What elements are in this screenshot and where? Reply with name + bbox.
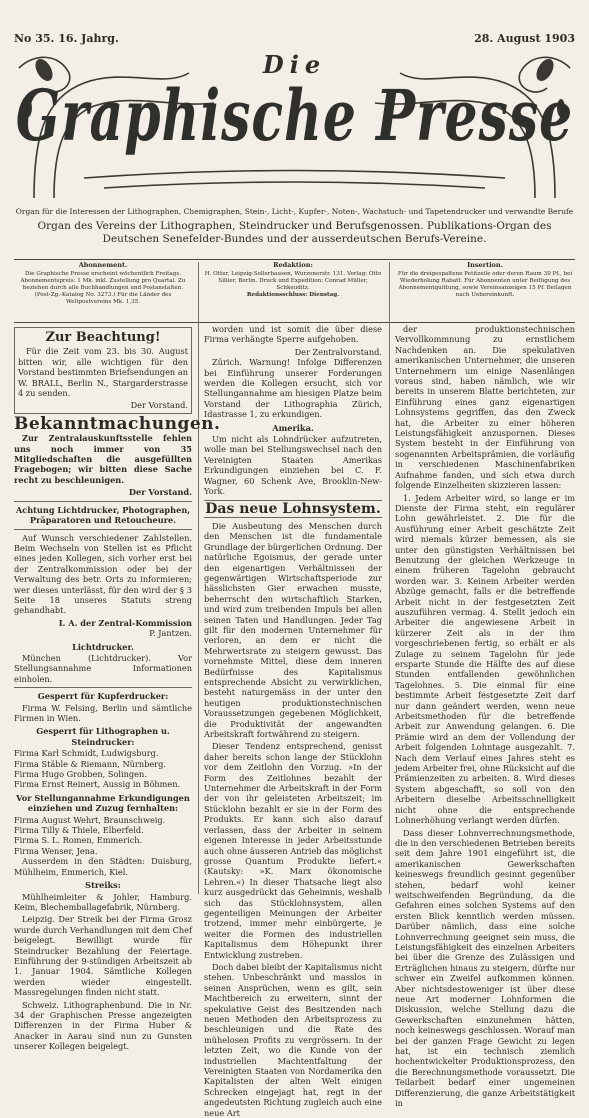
beachtung-sign: Der Vorstand. [130,400,188,411]
col3-paragraph: 1. Jedem Arbeiter wird, so lange er im Dienste der Firma steht, ein regulärer Lohn gewährleistet. 2. Die für die Ausführung einer Arbeit geschätzte Zeit wird niemals kürzer bemessen, als sie unter den günstigsten Verhältnissen bei Benutzung der gleichen Werkzeuge in einem früheren Tagelohn gebraucht worden war. 3. Keinem Arbeiter werden Abzüge gemacht, falls er die betreffende Arbeit nicht in der festgesetzten Zeit auszuführen vermag. 4. Stellt jedoch ein Arbeiter die angewiesene Arbeit in kürzerer Zeit als in der ihm vorgeschriebenen fertig, so erhält er als Zulage zu seinem Tagelohn für jede ersparte Stunde die Hälfte des auf diese Stunden entfallenden gewöhnlichen Tagelohnes. 5. Die einmal für eine bestimmte Arbeit festgesetzte Zeit darf nur dann geändert werden, wenn neue Arbeitsmethoden für die betreffende Arbeit zur Anwendung gelangen. 6. Die Prämie wird an dem der Vollendung der Arbeit folgenden Lohntage ausgezahlt. 7. Nach dem Verlauf eines Jahres steht es jedem Arbeiter frei, ohne Rücksicht auf die Prämienzeiten zu arbeiten. 8. Wird dieses System abgeschafft, so soll von den Arbeitern dieselbe Arbeitsschnelligkeit nicht ohne die entsprechende Lohnerhöhung verlangt werden dürfen. [395,492,575,826]
separator [204,517,382,518]
wechsel-name: P. Jantzen. [149,628,192,639]
separator [14,687,192,688]
abonnement-text: Die Graphische Presse erscheint wöchentlich Freitags. Abonnementspreis: 1 Mk. inkl. Zustellung pro Quartal. Zu beziehen durch alle Buchhandlungen und Postanstalten. (Post-Zg.-Katalog No. 3273.) Für die Länder des Weltpostvereins Mk. 1,35. [20,271,186,305]
col3-paragraph: Dass dieser Lohnverrechnungsmethode, die in den verschiedenen Betrieben bereits seit dem Jahre 1901 eingeführt ist, die amerikanischen Gewerkschaften keineswegs freundlich gesinnt gegenüber stehen, bedarf wohl keiner weitschweifenden Begründung, da die Gefahren eines solchen Systems auf den ersten Blick kenntlich werden müssen. Darüber nämlich, dass eine solche Lohnverrechnung geeignet sein muss, die Leistungsfähigkeit des einzelnen Arbeiters bei über die Grenze des Zulässigen und Erträglichen hinaus zu steigern, dürfte nur schwer ein Zweifel aufkommen können. Aber nichtsdestoweniger ist über diese neue Art moderner Lohnformen die Diskussion, welche Stellung dazu die Gewerkschaften einzunehmen hätten, noch keineswegs geschlossen. Worauf man bei der ganzen Frage Gewicht zu legen hat, ist ein technisch ziemlich hochentwickelter Produktionsprozess, den die Berechnungsmethode voraussetzt. Die Teilarbeit bedarf einer ungemeinen Differenzierung, die ganze Arbeitstätigkeit in [395,827,575,1109]
column-1 [14,324,221,1052]
issue-bar [14,32,575,46]
redaktion-text: H. Otter, Leipzig-Sellerhausen, Wurzenerstr. 131. Verlag: Otto Sillier, Berlin. Druck und Expedition: Conrad Müller, Schkeuditz. [204,271,382,291]
lohn-head: Das neue Lohnsystem. [205,500,381,517]
kupfer-text: Firma W. Felsing, Berlin und sämtliche Firmen in Wien. [14,702,192,723]
litho-firm: Firma Karl Schmidt, Ludwigsburg. [14,748,159,759]
wechsel-text: Auf Wunsch verschiedener Zahlstellen. Beim Wechseln von Stellen ist es Pflicht eines jeden Kollegen, sich vorher erst bei der Zentralkommission oder bei der Verwaltung des betr. Orts zu informieren; wer dieses unterlässt, für den wird der § 3 Seite 18 unseres Statuts streng gehandhabt. [14,532,192,616]
bekannt-text: Zur Zentralauskunftsstelle fehlen uns noch immer von 35 Mitgliedschaften die ausgefüllten Fragebogen; wir bitten diese Sache recht zu beschleunigen. [14,433,192,485]
wechsel-sign: I. A. der Zentral-Kommission [58,617,192,628]
issue-number: No 35. 16. Jahrg. [14,32,119,45]
col2-top-sign: Der Zentralvorstand. [294,346,382,357]
separator [14,529,192,530]
lichtdrucker-head: Lichtdrucker. [72,641,134,652]
vor-firm: Firma August Wehrt, Braunschweig. [14,814,166,825]
issue-date: 28. August 1903 [474,32,575,45]
vor-extra: Ausserdem in den Städten: Duisburg, Mühlheim, Emmerich, Kiel. [14,856,192,877]
lohn-paragraph: Doch dabei bleibt der Kapitalismus nicht stehen. Unbeschränkt und masslos in seinen Ansprüchen, wenn es gilt, sein Machtbereich zu erweitern, sinnt der spekulative Geist des Besitzenden nach neuen Methoden den Arbeitsprozess zu beschleunigen und die Rate des mühelosen Profits zu vergrössern. In der letzten Zeit, wo die Kunde von der industriellen Machtentfaltung der Vereinigten Staaten von Nordamerika den Kapitalisten der alten Welt einigen Schrecken eingejagt hat, regt in der angedeutsten Richtung zugleich auch eine neue Art [204,961,382,1118]
info-boxes [14,262,575,322]
litho-firm: Firma Stäble & Riemann, Nürnberg. [14,758,166,769]
beachtung-notice [14,327,192,414]
beachtung-text: Für die Zeit vom 23. bis 30. August bitten wir, alle wichtigen für den Vorstand bestimmten Briefsendungen an W. BRALL, Berlin N., Stargarderstrasse 4 zu senden. [18,346,188,399]
litho-firm: Firma Ernst Reinert, Aussig in Böhmen. [14,779,181,790]
litho-firm: Firma Hugo Grobben, Solingen. [14,769,147,780]
lohn-paragraph: Die Ausbeutung des Menschen durch den Menschen ist die fundamentale Grundlage der bürgerlichen Ordnung. Der natürliche Egoismus, der gerade unter den eigenartigen Verhältnissen der gegenwärtigen Wirtschaftsperiode zur hässlichsten Gier erwachen musste, beherrscht den wirtschaftlich Starken, und wird zum treibenden Impuls bei allen seinen Taten und Handlungen. Jeder Tag gilt für den modernen Unternehmer für verloren, an dem er nicht die Mehrwertsrate zu steigern gewusst. Das vornehmste Mittel, diese dem inneren Bedürfnisse des Kapitalismus entsprechende Absicht zu verwirklichen, besteht naturgemäss in der unter den heutigen produktionstechnischen Voraussetzungen gegebenen Möglichkeit, die Produktivität der angewandten Arbeitskraft fortwährend zu steigern. [204,520,382,740]
zurich-text: Zürich. Warnung! Infolge Differenzen bei Einführung unserer Forderungen werden die Kollegen ersucht, sich vor Stellungannahme am hiesigen Platze beim Vorstand der Lithographia Zürich, Idastrasse 1, zu erkundigen. [204,357,382,420]
amerika-head: Amerika. [272,422,314,433]
col2-top: worden und ist somit die über diese Firma verhängte Sperre aufgehoben. [204,324,382,345]
redaktion-head: Redaktion: [273,261,313,269]
masthead [14,48,575,200]
column-divider-1 [198,262,199,894]
column-divider-2 [389,262,390,894]
streiks-head: Streiks: [85,880,121,891]
streiks-text: Mühlheimleiter & Johler, Hamburg. Keim, Blechemballagefabrik, Nürnberg. [14,891,192,912]
abonnement-head: Abonnement. [78,261,128,269]
redaktion-schluss: Redaktionsschluss: Dienstag. [246,292,340,298]
beachtung-head: Zur Beachtung! [45,330,161,345]
columns-rule [14,322,575,323]
vor-firm: Firma Wenser, Jena. [14,845,98,856]
leipzig-text: Leipzig. Der Streik bei der Firma Grosz wurde durch Verhandlungen mit dem Chef beigelegt. Bewilligt wurde für Steindrucker Bezahlung der Feiertage. Einführung der 9-stündigen Arbeitszeit ab 1. Januar 1904. Sämtliche Kollegen werden wieder eingestellt. Massregelungen finden nicht statt. [14,914,192,998]
vor-head: Vor Stellungannahme Erkundigungen einziehen und Zuzug fernhalten: [16,792,190,814]
insertion-head: Insertion. [467,261,503,269]
column-2 [204,324,382,1118]
litho-head: Gesperrt für Lithographen u. Steindrucker: [36,726,170,747]
amerika-text: Um nicht als Lohndrücker aufzutreten, wolle man bei Stellungswechsel nach den Vereinigten Staaten Amerikas Erkundigungen einziehen bei C. F. Wagner, 60 Schenk Ave, Brooklin-New-York. [204,434,382,497]
column-3 [395,324,575,1109]
bekannt-sign: Der Vorstand. [128,487,192,498]
lohn-paragraph: Dieser Tendenz entsprechend, genisst daher bereits schon lange der Stücklohn vor dem Zeitlohn den Vorzug. »In der Form des Zeitlohnes bezahlt der Unternehmer die Arbeitskraft in der Form der von ihr geleisteten Arbeitszeit; im Stücklohn bezahlt er sie in der Form des Produkts. Er kann sich also darauf verlassen, dass der Arbeiter in seinem eigenen Interesse in jeder Arbeitsstunde auch ohne äusseren Antrieb das möglichst grosse Quantum Produkte liefert.« (Kautsky: »K. Marx ökonomische Lehren.«) In dieser Thatsache liegt also kurz ausgedrückt das Geheimnis, weshalb sich das Stücklohnsystem, allen gegenteiligen Meinungen der Arbeiter trotzend, immer mehr einbürgerte, je weiter die Formen des industriellen Kapitalismus dem Höhepunkt ihrer Entwicklung zustreben. [204,741,382,960]
kupfer-head: Gesperrt für Kupferdrucker: [37,691,169,702]
lichtdrucker-text: München (Lichtdrucker). Vor Stellungsannahme Informationen einholen. [14,652,192,684]
abonnement-box [14,262,192,322]
masthead-title: Graphische Presse [15,75,574,158]
col3-paragraph: der produktionstechnischen Vervollkommnung zu ernstlichem Nachdenken an. Die spekulativen amerikanischen Unternehmer, die unseren Unternehmern um einige Nasenlängen voraus sind, haben nämlich, wie wir bereits in unserem Blatte berichteten, zur Einführung eines ganz eigenartigen Lohnsystems gegriffen, das den Zweck hat, die Arbeiter zu einer höheren Leistungsfähigkeit anzuspornen. Dieses System besteht in der Einführung von sogenannten Arbeitsprämien, die vorläufig in verschiedenen Maschinenfabriken Aufnahme fanden, und sich etwa durch folgende Einzelheiten skizzieren lassen: [395,324,575,491]
organ-line-2: Organ des Vereins der Lithographen, Steindrucker und Berufsgenossen. Publikations-Organ des Deutschen Senefelder-Bundes und der ausserdeutschen Berufs-Vereine. [37,220,552,245]
separator [14,501,192,502]
vor-firm: Firma Tilly & Thiele, Elberfeld. [14,825,144,836]
organ-line-1: Organ für die Interessen der Lithographen, Chemigraphen, Stein-, Licht-, Kupfer-, Noten-, Wachstuch- und Tapetendrucker und verwandte Berufe [15,207,574,216]
header-rule [14,259,575,260]
schweiz-text: Schweiz. Lithographenbund. Die in Nr. 34 der Graphischen Presse angezeigten Differenzen in der Firma Huber & Anacker in Aarau sind nun zu Gunsten unserer Kollegen beigelegt. [14,999,192,1052]
bekannt-head: Bekanntmachungen. [14,413,221,434]
vor-firm: Firma S. L. Romen, Emmerich. [14,835,143,846]
insertion-text: Für die dreigespaltene Petitzeile oder deren Raum 30 Pf., bei Wiederholung Rabatt. Für Abonnenten unter Beifügung des Abonnementquittung, sowie Vereinsanzeigen 15 Pf. Beilagen nach Uebereinkunft. [397,271,573,298]
insertion-box [395,262,575,322]
redaktion-box [204,262,382,322]
masthead-die: Die [262,50,327,79]
achtung-head: Achtung Lichtdrucker, Photographen, Präparatoren und Retoucheure. [15,504,191,526]
